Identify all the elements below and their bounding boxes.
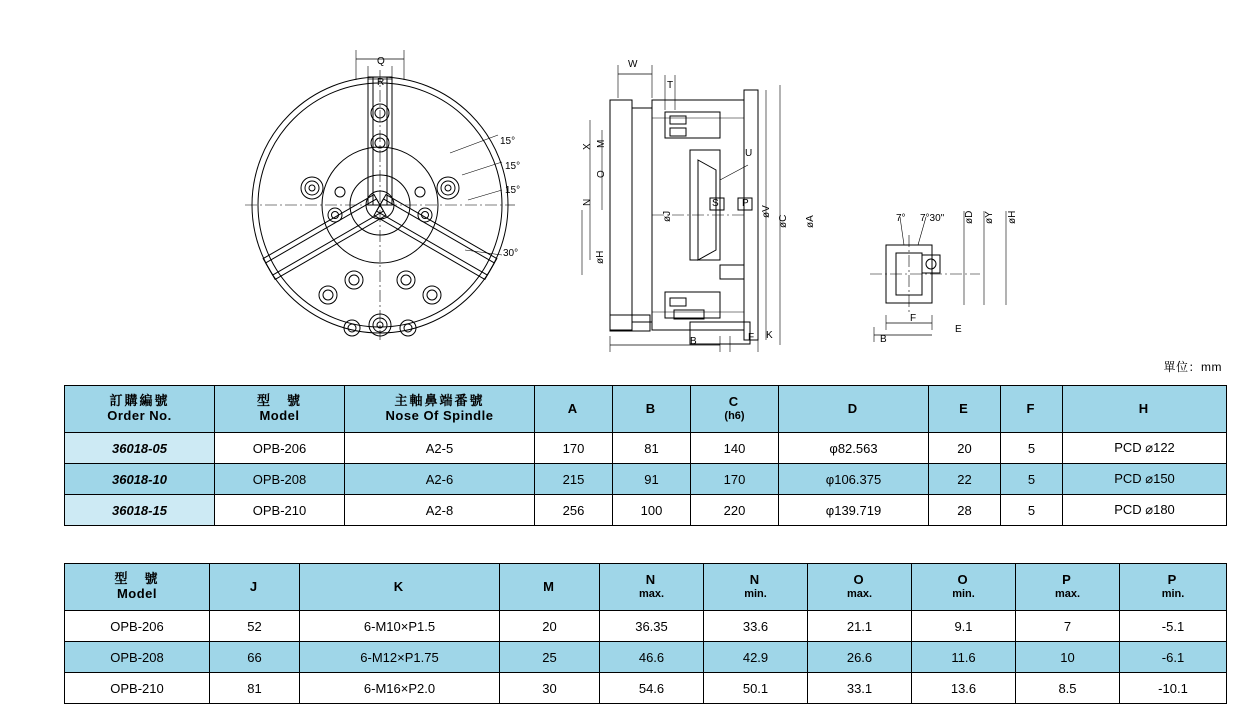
header-nose-of-spindle: 主軸鼻端番號 Nose Of Spindle [345, 386, 535, 433]
header-e: E [929, 386, 1001, 433]
front-view-drawing [240, 40, 540, 350]
angle-label-30: 30° [503, 248, 519, 259]
cell-o-min: 13.6 [912, 673, 1016, 704]
header-model: 型 號 Model [215, 386, 345, 433]
dim-label-q: Q [377, 56, 385, 67]
cell-m: 20 [500, 611, 600, 642]
dim-label-f-section: F [748, 332, 755, 343]
cell-d: φ82.563 [779, 433, 929, 464]
cell-h: PCD ⌀122 [1063, 433, 1227, 464]
header-p-max: P max. [1016, 564, 1120, 611]
header-p-min: P min. [1120, 564, 1227, 611]
header-b: B [613, 386, 691, 433]
dim-label-m: M [596, 139, 607, 148]
cell-nose: A2-8 [345, 495, 535, 526]
cell-c: 140 [691, 433, 779, 464]
cell-k: 6-M16×P2.0 [300, 673, 500, 704]
cell-f: 5 [1001, 464, 1063, 495]
cell-b: 100 [613, 495, 691, 526]
dim-label-s: S [712, 198, 719, 209]
header-o-min: O min. [912, 564, 1016, 611]
dim-label-t: T [667, 80, 674, 91]
header-order-no: 訂購編號 Order No. [65, 386, 215, 433]
cell-o-min: 11.6 [912, 642, 1016, 673]
dim-label-x: X [582, 143, 593, 150]
table-header-row [65, 386, 1227, 433]
cell-p-min: -6.1 [1120, 642, 1227, 673]
cell-n-min: 42.9 [704, 642, 808, 673]
section-view-drawing [570, 60, 830, 360]
header-n-min: N min. [704, 564, 808, 611]
dim-label-o: O [596, 170, 607, 178]
dim-label-k: K [766, 330, 773, 341]
dim-label-oc: øC [778, 214, 789, 228]
cell-p-min: -5.1 [1120, 611, 1227, 642]
cell-n-min: 50.1 [704, 673, 808, 704]
cell-h: PCD ⌀180 [1063, 495, 1227, 526]
cell-d: φ139.719 [779, 495, 929, 526]
header-m: M [500, 564, 600, 611]
cell-o-min: 9.1 [912, 611, 1016, 642]
table-row [65, 611, 1227, 642]
cell-p-max: 8.5 [1016, 673, 1120, 704]
header-c: C (h6) [691, 386, 779, 433]
cell-e: 22 [929, 464, 1001, 495]
spec-table-secondary [64, 563, 1227, 704]
cell-model: OPB-208 [65, 642, 210, 673]
cell-m: 30 [500, 673, 600, 704]
table-row [65, 433, 1227, 464]
cell-n-min: 33.6 [704, 611, 808, 642]
cell-b: 91 [613, 464, 691, 495]
table-row [65, 464, 1227, 495]
header-model2: 型 號 Model [65, 564, 210, 611]
cell-c: 170 [691, 464, 779, 495]
angle-label-7: 7° [896, 213, 906, 224]
cell-model: OPB-206 [65, 611, 210, 642]
table-row [65, 495, 1227, 526]
cell-n-max: 54.6 [600, 673, 704, 704]
cell-n-max: 36.35 [600, 611, 704, 642]
cell-o-max: 21.1 [808, 611, 912, 642]
cell-m: 25 [500, 642, 600, 673]
dim-label-f-detail: F [910, 313, 917, 324]
dim-label-od: øD [964, 210, 975, 224]
header-n-max: N max. [600, 564, 704, 611]
dim-label-w: W [628, 59, 638, 70]
spec-table-main [64, 385, 1227, 526]
dim-label-u: U [745, 148, 753, 159]
dim-label-r: R [377, 77, 385, 88]
header-f: F [1001, 386, 1063, 433]
cell-order-no: 36018-10 [65, 464, 215, 495]
header-o-max: O max. [808, 564, 912, 611]
dim-label-e-detail: E [955, 324, 962, 335]
cell-order-no: 36018-15 [65, 495, 215, 526]
cell-c: 220 [691, 495, 779, 526]
dim-label-b-detail: B [880, 334, 887, 345]
dim-label-ov: øV [761, 205, 772, 218]
cell-model: OPB-208 [215, 464, 345, 495]
cell-model: OPB-210 [65, 673, 210, 704]
cell-model: OPB-210 [215, 495, 345, 526]
table-row [65, 673, 1227, 704]
dim-label-oa: øA [805, 215, 816, 228]
drawings-area [0, 0, 1240, 360]
dim-label-oh-detail: øH [1007, 210, 1018, 224]
cell-k: 6-M10×P1.5 [300, 611, 500, 642]
cell-nose: A2-5 [345, 433, 535, 464]
header-d: D [779, 386, 929, 433]
cell-j: 81 [210, 673, 300, 704]
dim-label-oh-section: øH [595, 250, 606, 264]
header-h: H [1063, 386, 1227, 433]
cell-n-max: 46.6 [600, 642, 704, 673]
angle-label-15b: 15° [505, 161, 521, 172]
cell-h: PCD ⌀150 [1063, 464, 1227, 495]
cell-order-no: 36018-05 [65, 433, 215, 464]
dim-label-oj: øJ [662, 210, 673, 222]
cell-p-max: 7 [1016, 611, 1120, 642]
cell-f: 5 [1001, 495, 1063, 526]
cell-e: 20 [929, 433, 1001, 464]
cell-e: 28 [929, 495, 1001, 526]
dim-label-b-section: B [690, 336, 697, 347]
cell-nose: A2-6 [345, 464, 535, 495]
cell-f: 5 [1001, 433, 1063, 464]
angle-label-730: 7°30" [920, 213, 945, 224]
cell-d: φ106.375 [779, 464, 929, 495]
cell-a: 170 [535, 433, 613, 464]
cell-model: OPB-206 [215, 433, 345, 464]
dim-label-oy: øY [984, 211, 995, 224]
angle-label-15c: 15° [505, 185, 521, 196]
cell-p-max: 10 [1016, 642, 1120, 673]
cell-p-min: -10.1 [1120, 673, 1227, 704]
table-header-row [65, 564, 1227, 611]
angle-label-15a: 15° [500, 136, 516, 147]
header-k: K [300, 564, 500, 611]
cell-k: 6-M12×P1.75 [300, 642, 500, 673]
header-j: J [210, 564, 300, 611]
table-row [65, 642, 1227, 673]
cell-o-max: 33.1 [808, 673, 912, 704]
cell-a: 215 [535, 464, 613, 495]
cell-j: 66 [210, 642, 300, 673]
unit-note: 單位：mm [1163, 360, 1222, 374]
cell-b: 81 [613, 433, 691, 464]
header-a: A [535, 386, 613, 433]
dim-label-p: P [742, 198, 749, 209]
cell-j: 52 [210, 611, 300, 642]
cell-a: 256 [535, 495, 613, 526]
dim-label-n: N [582, 198, 593, 206]
cell-o-max: 26.6 [808, 642, 912, 673]
